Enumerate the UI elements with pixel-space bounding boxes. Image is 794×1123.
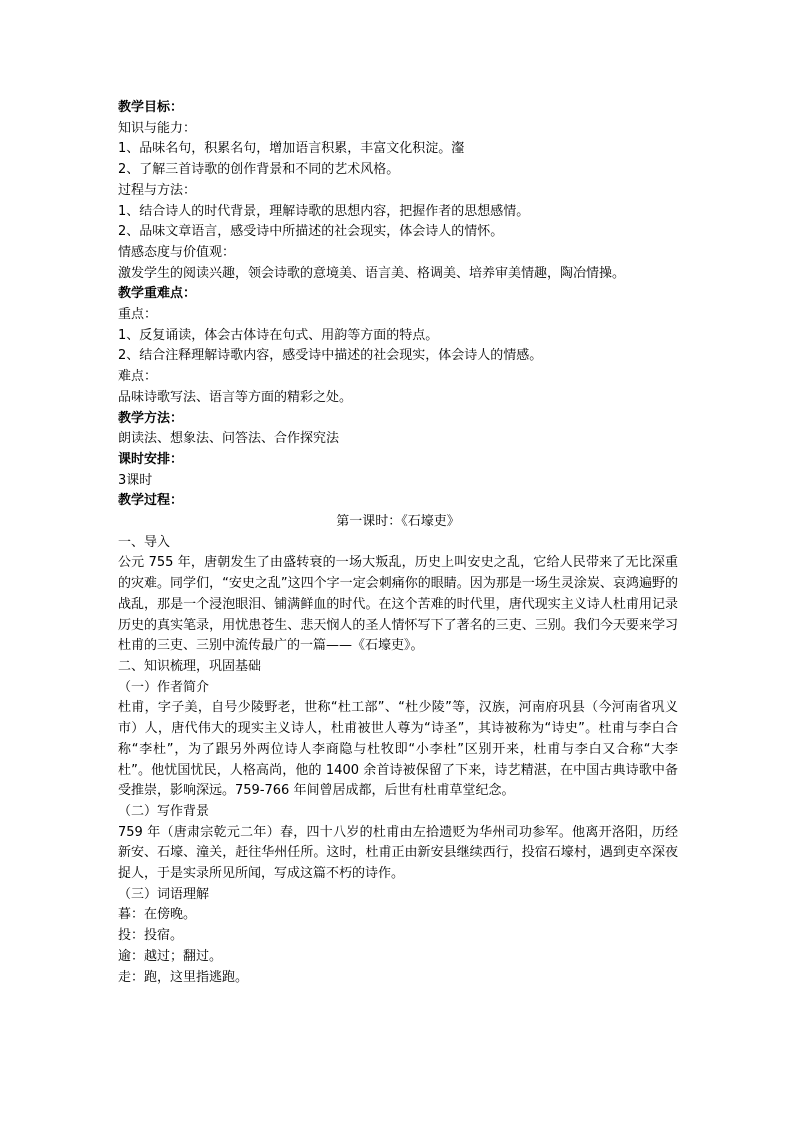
text-line: 情感态度与价值观： bbox=[118, 244, 236, 260]
document-body bbox=[118, 98, 678, 988]
text-line: 走：跑，这里指逃跑。 bbox=[118, 969, 249, 985]
body-paragraph: 公元 755 年，唐朝发生了由盛转衰的一场大叛乱，历史上叫安史之乱，它给人民带来了无比深重的灾难。同学们，“安史之乱”这四个字一定会刺痛你的眼睛。因为那是一场生灵涂炭、哀鸿遍野的战乱，那是一个浸泡眼泪、铺满鲜血的时代。在这个苦难的时代里，唐代现实主义诗人杜甫用记录历史的真实笔录，用忧患苍生、悲天悯人的圣人情怀写下了著名的三吏、三别。我们今天要来学习杜甫的三吏、三别中流传最广的一篇——《石壕吏》。 bbox=[118, 555, 678, 654]
text-line: 激发学生的阅读兴趣，领会诗歌的意境美、语言美、格调美、培养审美情趣，陶冶情操。 bbox=[118, 265, 626, 281]
text-line: 难点： bbox=[118, 369, 158, 385]
text-line: 1、结合诗人的时代背景，理解诗歌的思想内容，把握作者的思想感情。 bbox=[118, 203, 530, 219]
text-line: 一、导入 bbox=[118, 534, 171, 550]
text-line: 1、反复诵读，体会古体诗在句式、用韵等方面的特点。 bbox=[118, 327, 439, 343]
text-line: 2、结合注释理解诗歌内容，感受诗中描述的社会现实，体会诗人的情感。 bbox=[118, 348, 543, 364]
section-heading: 教学方法： bbox=[118, 410, 184, 426]
text-line: 第一课时：《石壕吏》 bbox=[336, 514, 460, 530]
text-line: 2、了解三首诗歌的创作背景和不同的艺术风格。 bbox=[118, 162, 400, 178]
text-line: （一）作者简介 bbox=[118, 679, 210, 695]
body-paragraph: 759 年（唐肃宗乾元二年）春，四十八岁的杜甫由左拾遗贬为华州司功参军。他离开洛阳，历经新安、石壕、潼关，赶往华州任所。这时，杜甫正由新安县继续西行，投宿石壕村，遇到吏卒深夜捉人，于是实录所见所闻，写成这篇不朽的诗作。 bbox=[118, 824, 678, 882]
section-heading: 教学过程： bbox=[118, 493, 184, 509]
text-line: （三）词语理解 bbox=[118, 886, 210, 902]
text-line: 过程与方法： bbox=[118, 182, 197, 198]
text-line: 3课时 bbox=[118, 472, 153, 488]
text-line: 暮：在傍晚。 bbox=[118, 907, 197, 923]
section-heading: 教学重难点： bbox=[118, 286, 197, 302]
text-line: （二）写作背景 bbox=[118, 803, 210, 819]
text-line: 逾：越过；翻过。 bbox=[118, 948, 223, 964]
text-line: 1、品味名句，积累名句，增加语言积累，丰富文化积淀。瀣 bbox=[118, 141, 465, 157]
section-heading: 课时安排： bbox=[118, 451, 184, 467]
text-line: 朗读法、想象法、问答法、合作探究法 bbox=[118, 431, 340, 447]
text-line: 品味诗歌写法、语言等方面的精彩之处。 bbox=[118, 389, 353, 405]
body-paragraph: 杜甫，字子美，自号少陵野老，世称“杜工部”、“杜少陵”等，汉族，河南府巩县（今河南省巩义市）人，唐代伟大的现实主义诗人，杜甫被世人尊为“诗圣”，其诗被称为“诗史”。杜甫与李白合称“李杜”，为了跟另外两位诗人李商隐与杜牧即“小李杜”区别开来，杜甫与李白又合称“大李杜”。他忧国忧民，人格高尚，他的 1400 余首诗被保留了下来，诗艺精湛，在中国古典诗歌中备受推崇，影响深远。759-766 年间曾居成都，后世有杜甫草堂纪念。 bbox=[118, 700, 678, 799]
text-line: 二、知识梳理，巩固基础 bbox=[118, 658, 262, 674]
text-line: 2、品味文章语言，感受诗中所描述的社会现实，体会诗人的情怀。 bbox=[118, 224, 504, 240]
text-line: 知识与能力： bbox=[118, 120, 197, 136]
text-line: 投：投宿。 bbox=[118, 928, 184, 944]
text-line: 重点： bbox=[118, 307, 158, 323]
section-heading: 教学目标： bbox=[118, 100, 184, 115]
